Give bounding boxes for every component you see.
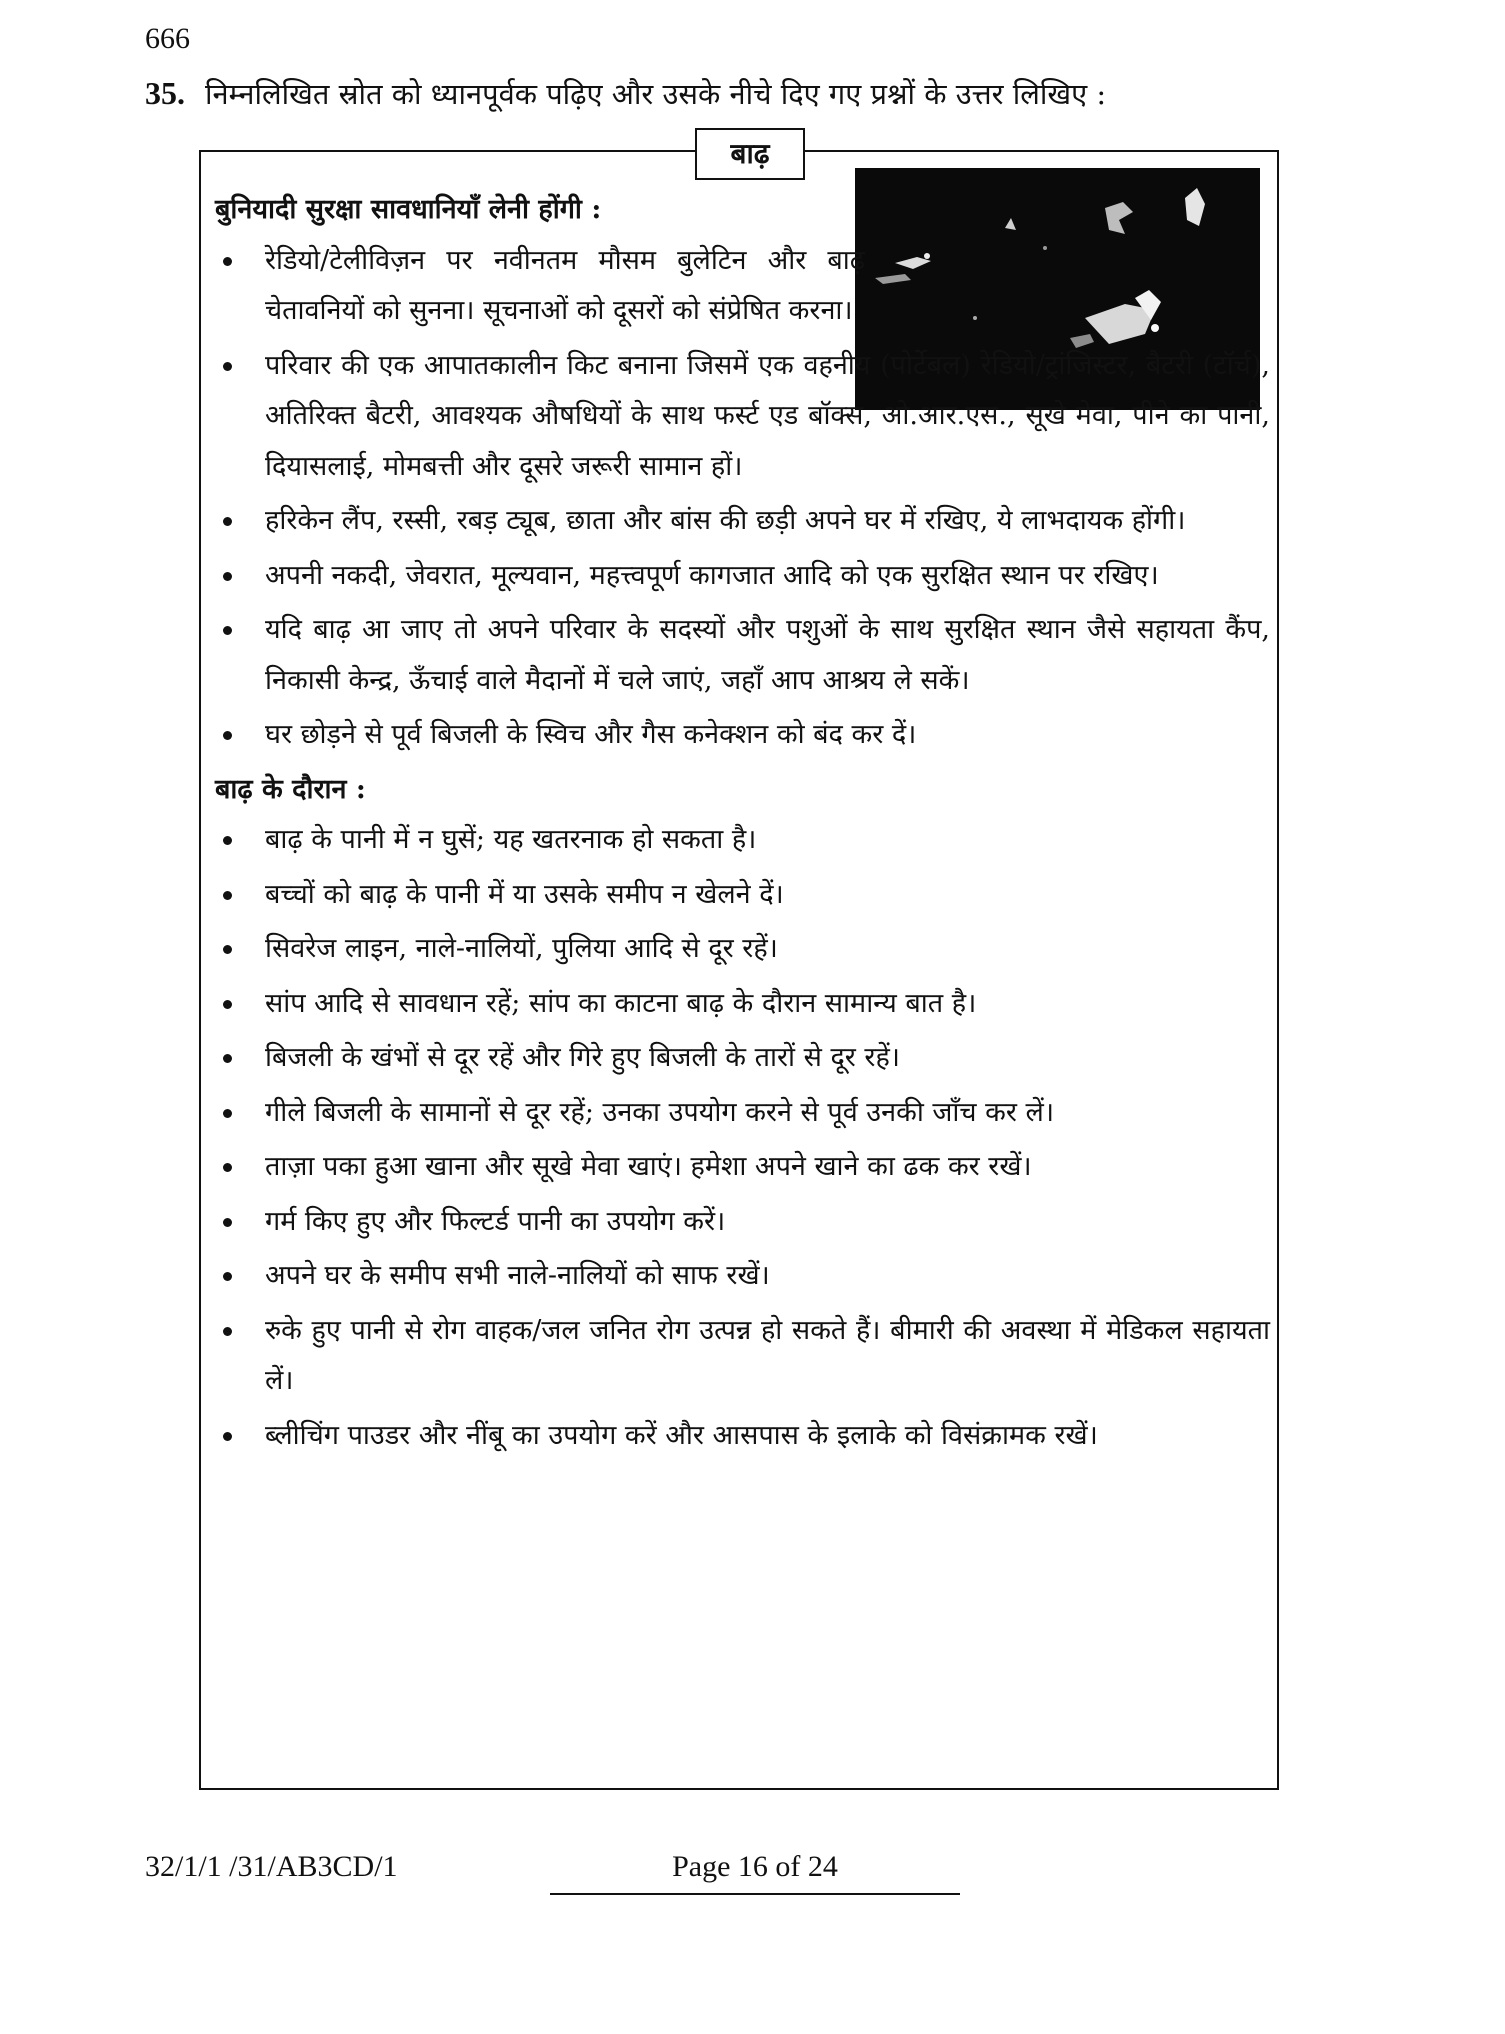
paper-code: 32/1/1 /31/AB3CD/1 [145,1850,398,1883]
page-number: 666 [145,22,190,55]
list-item: ब्लीचिंग पाउडर और नींबू का उपयोग करें और आसपास के इलाके को विसंक्रामक रखें। [215,1411,1270,1462]
list-item: रुके हुए पानी से रोग वाहक/जल जनित रोग उत्पन्न हो सकते हैं। बीमारी की अवस्था में मेडिकल सहायता लें। [215,1306,1270,1407]
list-item: बच्चों को बाढ़ के पानी में या उसके समीप न खेलने दें। [215,870,1270,921]
source-title: बाढ़ [695,128,805,180]
list-item: परिवार की एक आपातकालीन किट बनाना जिसमें एक वहनीय (पोर्टेबल) रेडियो/ट्रांजिस्टर, बैटरी (टॉर्च), अतिरिक्त बैटरी, आवश्यक औषधियों के साथ फर्स्ट एड बॉक्स, ओ.आर.एस., सूखे मेवा, पीने का पानी, दियासलाई, मोमबत्ती और दूसरे जरूरी सामान हों। [215,341,1270,493]
question-number: 35. [145,75,185,111]
page-indicator: Page 16 of 24 [672,1850,838,1883]
list-item: रेडियो/टेलीविज़न पर नवीनतम मौसम बुलेटिन और बाढ़ चेतावनियों को सुनना। सूचनाओं को दूसरों को संप्रेषित करना। [215,236,865,337]
list-item: सिवरेज लाइन, नाले-नालियों, पुलिया आदि से दूर रहें। [215,924,1270,975]
list-item: अपने घर के समीप सभी नाले-नालियों को साफ रखें। [215,1251,1270,1302]
list-item: ताज़ा पका हुआ खाना और सूखे मेवा खाएं। हमेशा अपने खाने का ढक कर रखें। [215,1142,1270,1193]
list-item: घर छोड़ने से पूर्व बिजली के स्विच और गैस कनेक्शन को बंद कर दें। [215,710,1270,761]
footer-divider [550,1893,960,1895]
list-item: गर्म किए हुए और फिल्टर्ड पानी का उपयोग करें। [215,1197,1270,1248]
precautions-list [215,236,1270,761]
source-content [215,185,1270,1465]
list-item: सांप आदि से सावधान रहें; सांप का काटना बाढ़ के दौरान सामान्य बात है। [215,979,1270,1030]
section-heading-during-flood: बाढ़ के दौरान : [215,773,366,805]
question-instruction: निम्नलिखित स्रोत को ध्यानपूर्वक पढ़िए और उसके नीचे दिए गए प्रश्नों के उत्तर लिखिए : [205,77,1107,111]
during-flood-list [215,815,1270,1461]
list-item: बाढ़ के पानी में न घुसें; यह खतरनाक हो सकता है। [215,815,1270,866]
section-heading-precautions: बुनियादी सुरक्षा सावधानियाँ लेनी होंगी : [215,194,602,225]
list-item: गीले बिजली के सामानों से दूर रहें; उनका उपयोग करने से पूर्व उनकी जाँच कर लें। [215,1088,1270,1139]
list-item: बिजली के खंभों से दूर रहें और गिरे हुए बिजली के तारों से दूर रहें। [215,1033,1270,1084]
list-item: अपनी नकदी, जेवरात, मूल्यवान, महत्त्वपूर्ण कागजात आदि को एक सुरक्षित स्थान पर रखिए। [215,551,1270,602]
question-line [145,74,1345,113]
list-item: यदि बाढ़ आ जाए तो अपने परिवार के सदस्यों और पशुओं के साथ सुरक्षित स्थान जैसे सहायता कैंप, निकासी केन्द्र, ऊँचाई वाले मैदानों में चले जाएं, जहाँ आप आश्रय ले सकें। [215,605,1270,706]
list-item: हरिकेन लैंप, रस्सी, रबड़ ट्यूब, छाता और बांस की छड़ी अपने घर में रखिए, ये लाभदायक होंगी। [215,496,1270,547]
